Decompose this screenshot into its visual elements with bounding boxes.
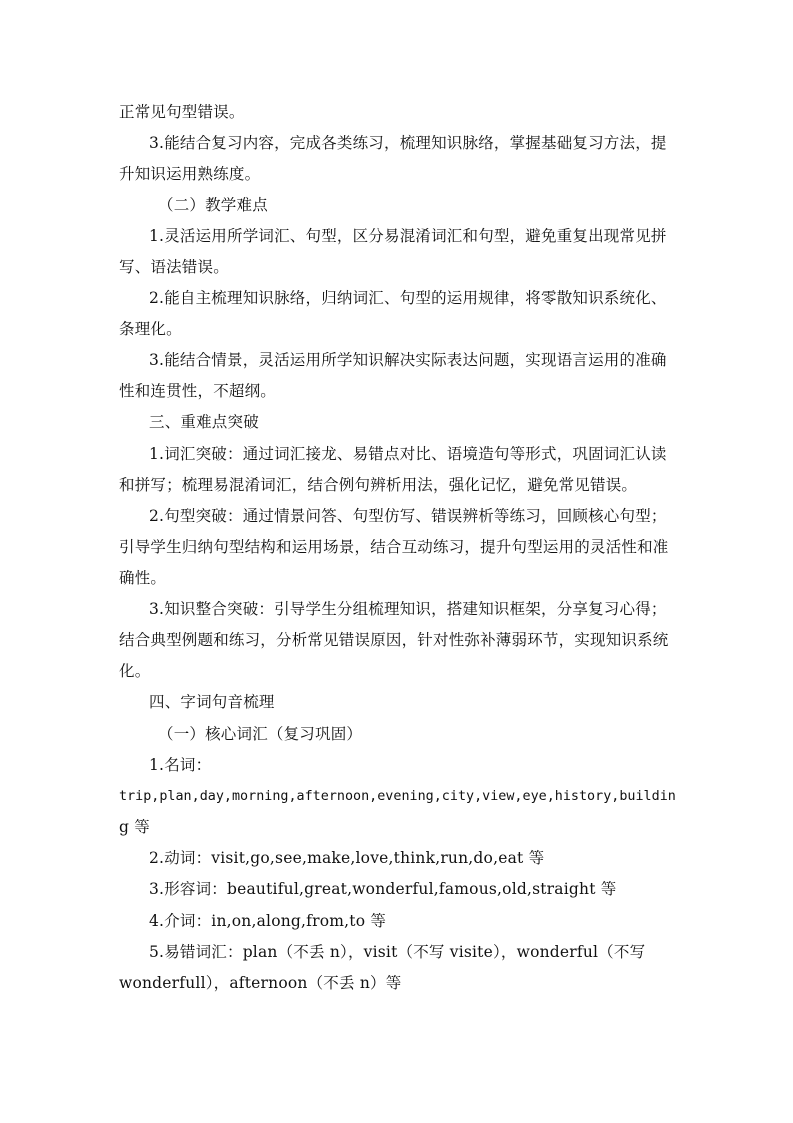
text-line: 化。 <box>119 662 151 680</box>
text-line: 3.能结合情景，灵活运用所学知识解决实际表达问题，实现语言运用的准确 <box>149 351 667 369</box>
text-line: 3.形容词：beautiful,great,wonderful,famous,old,straight 等 <box>149 880 617 898</box>
text-line: 条理化。 <box>119 320 182 338</box>
text-line: wonderfull），afternoon（不丢 n）等 <box>119 974 402 992</box>
text-line: 性和连贯性，不超纲。 <box>119 382 277 400</box>
text-line: 4.介词：in,on,along,from,to 等 <box>149 912 387 930</box>
text-line: 升知识运用熟练度。 <box>119 165 261 183</box>
text-line: 2.句型突破：通过情景问答、句型仿写、错误辨析等练习，回顾核心句型； <box>149 507 667 525</box>
text-line: 3.知识整合突破：引导学生分组梳理知识，搭建知识框架，分享复习心得； <box>149 600 667 618</box>
text-line: 1.词汇突破：通过词汇接龙、易错点对比、语境造句等形式，巩固词汇认读 <box>149 445 667 463</box>
section-heading: （一）核心词汇（复习巩固） <box>158 725 363 743</box>
text-line: 和拼写；梳理易混淆词汇，结合例句辨析用法，强化记忆，避免常见错误。 <box>119 476 638 494</box>
text-line: trip,plan,day,morning,afternoon,evening,city,view,eye,history,buildin <box>119 788 676 804</box>
text-line: 1.名词： <box>149 756 212 774</box>
text-line: 3.能结合复习内容，完成各类练习，梳理知识脉络，掌握基础复习方法，提 <box>149 134 667 152</box>
text-line: 5.易错词汇：plan（不丢 n），visit（不写 visite），wonderful（不写 <box>149 943 646 961</box>
text-line: 2.动词：visit,go,see,make,love,think,run,do,eat 等 <box>149 849 545 867</box>
text-line: 引导学生归纳句型结构和运用场景，结合互动练习，提升句型运用的灵活性和准 <box>119 538 669 556</box>
text-line: 确性。 <box>119 569 167 587</box>
section-heading: （二）教学难点 <box>158 196 268 214</box>
text-line: 结合典型例题和练习，分析常见错误原因，针对性弥补薄弱环节，实现知识系统 <box>119 631 669 649</box>
text-line: 写、语法错误。 <box>119 258 229 276</box>
text-line: g 等 <box>119 818 150 836</box>
text-line: 正常见句型错误。 <box>119 103 245 121</box>
section-heading: 三、重难点突破 <box>149 413 259 431</box>
section-heading: 四、字词句音梳理 <box>149 693 275 711</box>
text-line: 2.能自主梳理知识脉络，归纳词汇、句型的运用规律，将零散知识系统化、 <box>149 289 667 307</box>
text-line: 1.灵活运用所学词汇、句型，区分易混淆词汇和句型，避免重复出现常见拼 <box>149 227 667 245</box>
